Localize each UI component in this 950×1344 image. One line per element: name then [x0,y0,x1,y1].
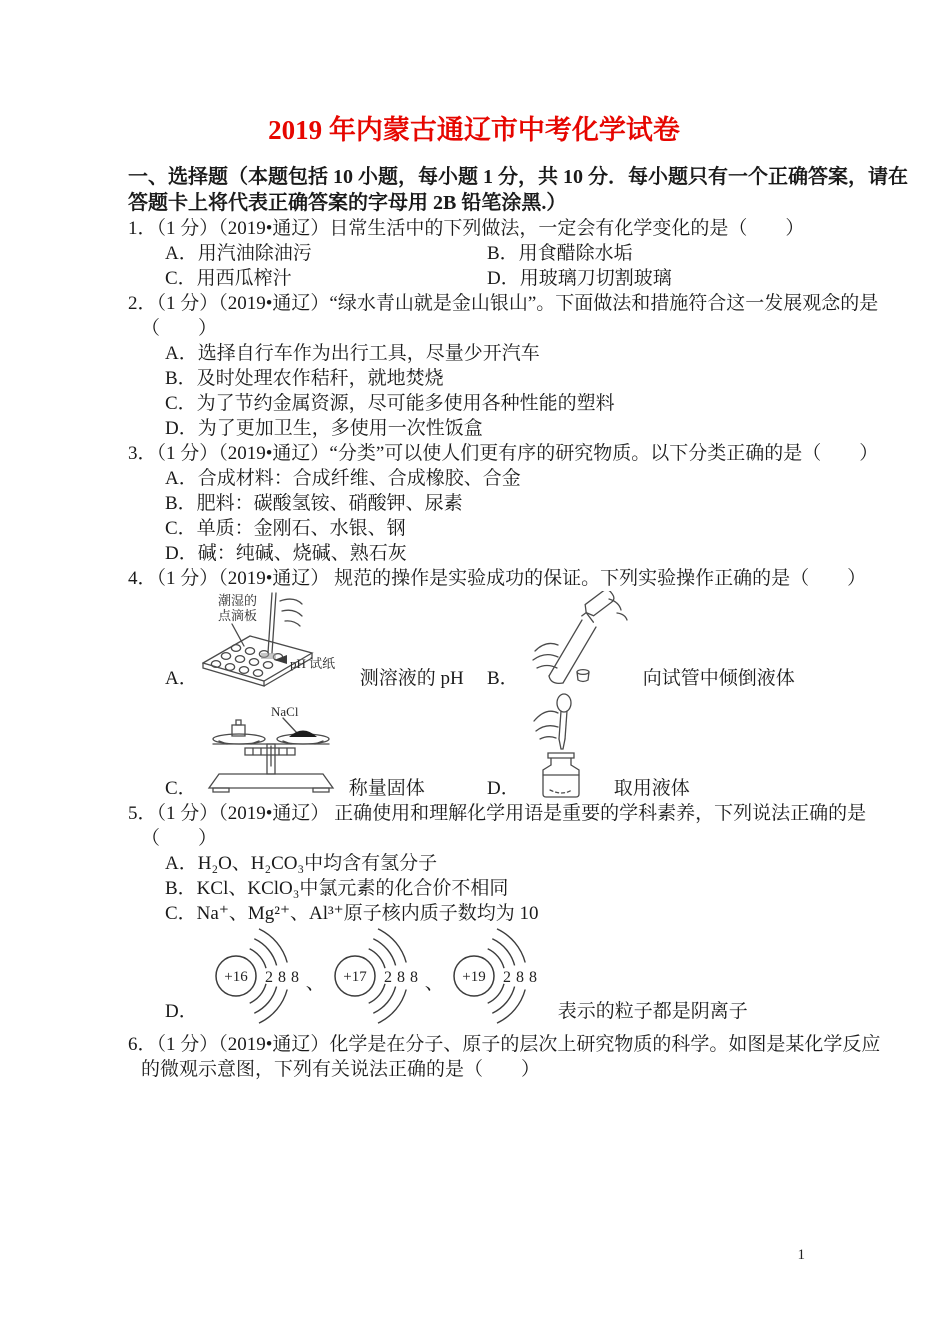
option-5a: A．H₂O、H₂CO₃中均含有氢分子 [165,853,438,874]
option-4c [165,704,487,801]
question-6 [128,1032,881,1082]
option-2d: D．为了更加卫生，多使用一次性饭盒 [165,418,483,439]
section-heading-line1: 一、选择题（本题包括 10 小题，每小题 1 分，共 10 分．每小题只有一个正确答案，请在 [128,166,908,188]
nucleus-charge: +19 [462,969,486,985]
option-3b: B．肥料：碳酸氢铵、硝酸钾、尿素 [165,493,463,514]
figure-balance [201,704,341,801]
option-4b-caption: 向试管中倾倒液体 [642,668,795,689]
nucleus-charge: +16 [224,969,248,985]
nacl-pile [289,731,317,738]
glass-rod [268,593,272,653]
option-4d-letter: D． [487,778,520,799]
dropper-tube [559,711,561,739]
shell-count-1: 2 [264,969,273,986]
option-3c: C．单质：金刚石、水银、钢 [165,518,406,539]
page-title: 2019 年内蒙古通辽市中考化学试卷 [268,115,680,145]
shell-count-3: 8 [290,969,299,986]
option-4b [487,591,820,691]
atom-diagram-sulfur [212,926,304,1026]
option-4a-letter: A． [165,668,198,689]
shell-count-3: 8 [528,969,537,986]
hand [280,599,302,604]
question-1 [128,216,820,291]
option-4b-letter: B． [487,668,519,689]
question-3-stem [128,441,879,466]
shell-count-3: 8 [409,969,418,986]
fig-c-label-nacl: NaCl [270,704,299,719]
option-5d-text: 表示的粒子都是阴离子 [557,1001,748,1022]
option-4c-letter: C． [165,778,197,799]
question-1-stem-text: 1．（1 分）（2019•通辽）日常生活中的下列做法，一定会有化学变化的是（ ） [128,218,805,239]
bottle-body [543,765,579,797]
option-4a [165,591,487,691]
balance-base [209,774,333,788]
shell-count-1: 2 [502,969,511,986]
dropper-bulb [557,694,571,712]
question-3-stem-text: 3．（1 分）（2019•通辽）“分类”可以使人们更有序的研究物质。以下分类正确的是（ ） [128,443,879,464]
question-2 [128,291,879,441]
option-4c-caption: 称量固体 [348,778,425,799]
section-heading-line2: 答题卡上将代表正确答案的字母用 2B 铅笔涂黑.） [128,192,567,214]
option-3a: A．合成材料：合成纤维、合成橡胶、合金 [165,468,521,489]
option-2b: B．及时处理农作秸秆，就地焚烧 [165,368,444,389]
option-4a-caption: 测溶液的 pH [359,668,464,689]
question-4-figures-row1 [165,591,820,691]
fig-a-label-wet-2: 点滴板 [217,608,257,623]
figure-pour-liquid [523,591,635,691]
option-4d [487,691,820,801]
option-2c: C．为了节约金属资源，尽可能多使用各种性能的塑料 [165,393,615,414]
fig-a-label-wet-1: 潮湿的 [217,593,257,608]
option-5c: C．Na⁺、Mg²⁺、Al³⁺原子核内质子数均为 10 [165,903,539,924]
question-5-stem-line2: （ ） [141,828,218,849]
hand [534,711,558,721]
question-6-stem-line2: 的微观示意图，下列有关说法正确的是（ ） [141,1059,541,1080]
fig-a-label-ph-paper: pH 试纸 [289,656,335,671]
option-1c: C．用西瓜榨汁 [165,268,292,289]
question-5-stem-line1: 5．（1 分）（2019•通辽） 正确使用和理解化学用语是重要的学科素养，下列说法正确的是 [128,803,867,824]
shell-count-2: 8 [515,969,524,986]
option-5b: B．KCl、KClO₃中氯元素的化合价不相同 [165,878,509,899]
atom-separator-2: 、 [424,972,444,994]
question-2-stem-line2: （ ） [141,318,218,339]
question-1-options [165,241,820,291]
question-4 [128,566,867,801]
atom-diagram-potassium [450,926,542,1026]
option-2a: A．选择自行车作为出行工具，尽量少开汽车 [165,343,540,364]
option-1a: A．用汽油除油污 [165,243,312,264]
question-3 [128,441,879,566]
question-6-stem [128,1032,881,1082]
shell-count-1: 2 [383,969,392,986]
question-4-stem [128,566,867,591]
option-1d: D．用玻璃刀切割玻璃 [487,268,672,289]
figure-dropper-bottle [524,691,606,801]
reagent-bottle [577,591,619,626]
atom-diagram-chlorine [331,926,423,1026]
option-5d [128,926,820,1026]
bottle-mouth [548,753,574,758]
atom-separator-1: 、 [305,972,325,994]
option-5d-letter: D． [165,1001,198,1022]
test-tube [549,620,582,676]
question-2-stem-line1: 2．（1 分）（2019•通辽）“绿水青山就是金山银山”。下面做法和措施符合这一发展观念的是 [128,293,879,314]
question-2-stem [128,291,879,341]
option-3d: D．碱：纯碱、烧碱、熟石灰 [165,543,407,564]
option-4d-caption: 取用液体 [613,778,690,799]
option-1b: B．用食醋除水垢 [487,243,633,264]
shell-count-2: 8 [277,969,286,986]
question-5 [128,801,867,1026]
page-number: 1 [797,1247,805,1263]
question-4-stem-text: 4．（1 分）（2019•通辽） 规范的操作是实验成功的保证。下列实验操作正确的是（ ） [128,568,867,589]
stopper [577,670,589,675]
question-1-stem [128,216,820,241]
figure-ph-test [202,591,352,691]
section-heading [128,164,908,216]
question-6-stem-line1: 6．（1 分）（2019•通辽）化学是在分子、原子的层次上研究物质的科学。如图是某化学反应 [128,1034,881,1055]
question-5-stem [128,801,867,851]
nucleus-charge: +17 [343,969,367,985]
shell-count-2: 8 [396,969,405,986]
question-4-figures-row2 [165,691,820,801]
hand [535,643,558,651]
